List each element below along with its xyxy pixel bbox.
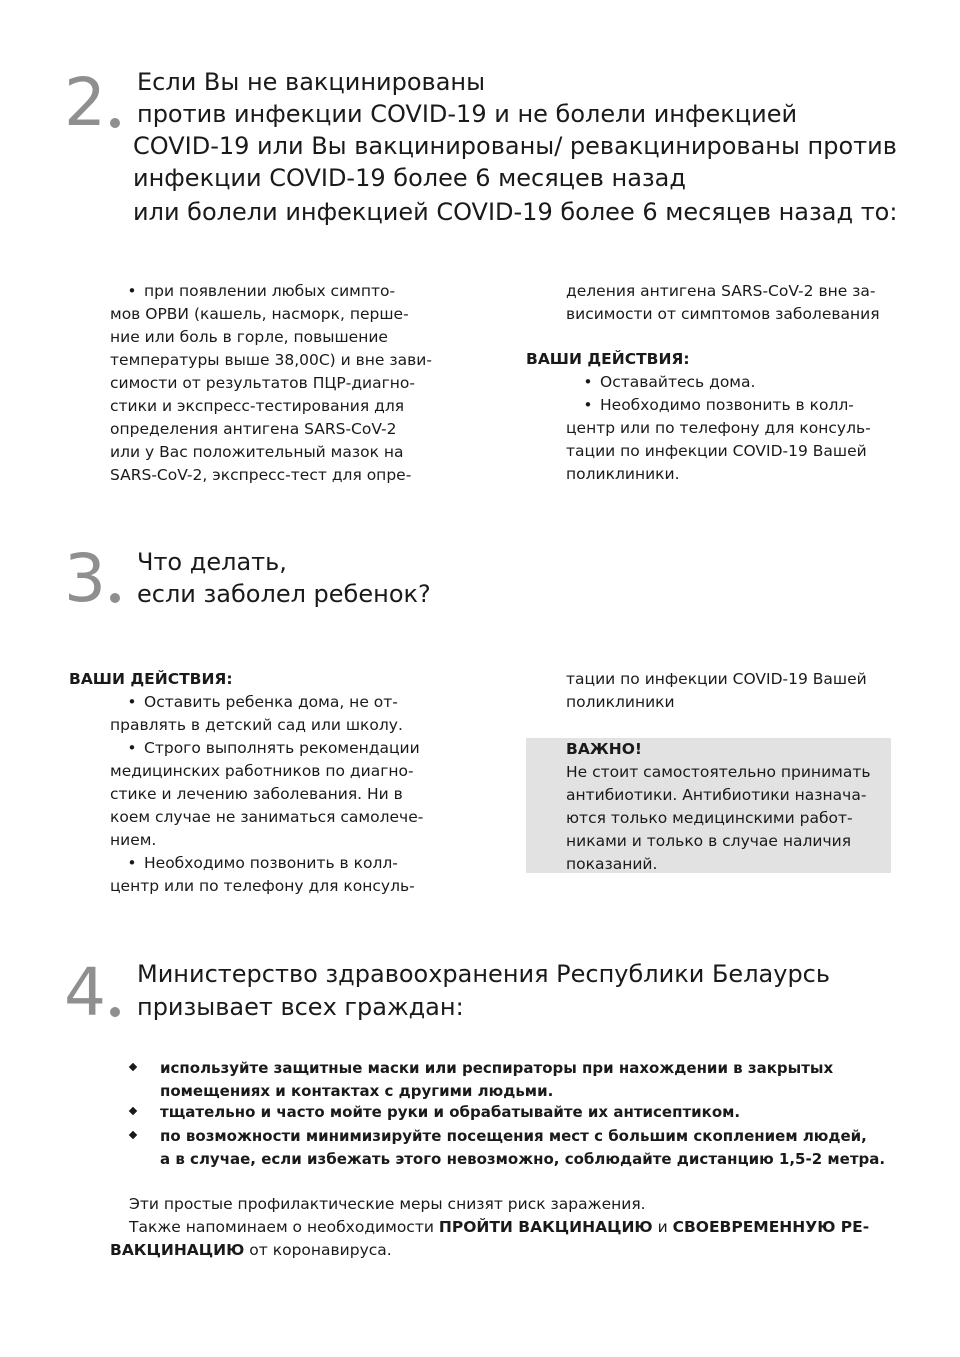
final-line-3-text: от коронавируса. <box>244 1241 392 1259</box>
bullet-icon: • <box>583 373 593 391</box>
section-3-left-line-8 <box>120 852 398 875</box>
section-2-left-line-3: ние или боль в горле, повышение <box>110 328 388 346</box>
section-3-left-line-7: нием. <box>110 831 157 849</box>
section-2-right-line-1: деления антигена SARS-CoV-2 вне за- <box>566 282 876 300</box>
section-2-heading-line-3: COVID-19 или Вы вакцинированы/ ревакцинированы против <box>133 132 897 160</box>
section-3-left-line-9: центр или по телефону для консуль- <box>110 877 415 895</box>
section-2-action-line-5: поликлиники. <box>566 465 680 483</box>
section-2-actions-title: ВАШИ ДЕЙСТВИЯ: <box>526 350 690 368</box>
section-2-left-line-2: мов ОРВИ (кашель, насморк, перше- <box>110 305 409 323</box>
section-2-heading-line-4: инфекции COVID-19 более 6 месяцев назад <box>133 164 686 192</box>
important-line-4: никами и только в случае наличия <box>566 832 852 850</box>
appeal-line-1: используйте защитные маски или респираторы при нахождении в закрытых <box>160 1059 834 1077</box>
vaccination-emphasis: ПРОЙТИ ВАКЦИНАЦИЮ <box>438 1218 653 1236</box>
section-2-number: 2 <box>64 64 106 141</box>
revaccination-emphasis-end: ВАКЦИНАЦИЮ <box>110 1241 245 1259</box>
section-3-left-line-1 <box>120 691 398 714</box>
section-4-heading-line-1: Министерство здравоохранения Республики Белаурсь <box>137 960 831 988</box>
section-2-heading-line-5: или болели инфекцией COVID-19 более 6 месяцев назад то: <box>133 198 898 226</box>
section-2-left-line-6: стики и экспресс-тестирования для <box>110 397 405 415</box>
section-2-dot <box>110 118 120 128</box>
section-4-number: 4 <box>64 954 106 1031</box>
final-line-1: Эти простые профилактические меры снизят риск заражения. <box>129 1195 646 1213</box>
section-3-left-text-1: Оставить ребенка дома, не от- <box>144 693 398 711</box>
important-line-2: антибиотики. Антибиотики назнача- <box>566 786 867 804</box>
section-2-action-1 <box>576 371 755 394</box>
section-3-heading-line-1: Что делать, <box>137 548 287 576</box>
final-line-2-text: Также напоминаем о необходимости <box>129 1218 439 1236</box>
appeal-line-4: по возможности минимизируйте посещения мест с большим скоплением людей, <box>160 1127 867 1145</box>
diamond-bullet-icon <box>129 1131 137 1139</box>
section-2-left-line-7: определения антигена SARS-CoV-2 <box>110 420 397 438</box>
section-3-left-line-5: стике и лечению заболевания. Ни в <box>110 785 403 803</box>
bullet-icon: • <box>127 739 137 757</box>
diamond-bullet-icon <box>129 1063 137 1071</box>
section-3-left-line-6: коем случае не заниматься самолече- <box>110 808 424 826</box>
section-2-action-2 <box>576 394 854 417</box>
section-2-left-line-5: симости от результатов ПЦР-диагно- <box>110 374 415 392</box>
section-2-action-text-1: Оставайтесь дома. <box>600 373 756 391</box>
section-3-dot <box>110 593 120 603</box>
revaccination-emphasis-start: СВОЕВРЕМЕННУЮ РЕ- <box>672 1218 870 1236</box>
bullet-icon: • <box>127 282 137 300</box>
bullet-icon: • <box>127 693 137 711</box>
section-2-left-line-9: SARS-CoV-2, экспресс-тест для опре- <box>110 466 412 484</box>
section-4-heading-line-2: призывает всех граждан: <box>137 993 464 1021</box>
section-2-left-text-1: при появлении любых симпто- <box>144 282 396 300</box>
section-3-left-text-3: Строго выполнять рекомендации <box>144 739 420 757</box>
important-line-3: ются только медицинскими работ- <box>566 809 853 827</box>
section-2-action-line-3: центр или по телефону для консуль- <box>566 419 871 437</box>
final-line-2-conjunction: и <box>652 1218 673 1236</box>
section-4-dot <box>110 1007 120 1017</box>
important-title: ВАЖНО! <box>566 740 643 758</box>
appeal-line-5: а в случае, если избежать этого невозможно, соблюдайте дистанцию 1,5-2 метра. <box>160 1150 886 1168</box>
bullet-icon: • <box>127 854 137 872</box>
section-2-heading-line-2: против инфекции COVID-19 и не болели инфекцией <box>137 100 798 128</box>
section-2-left-line-4: температуры выше 38,00С) и вне зави- <box>110 351 432 369</box>
section-2-right-line-2: висимости от симптомов заболевания <box>566 305 880 323</box>
important-line-5: показаний. <box>566 855 658 873</box>
important-line-1: Не стоит самостоятельно принимать <box>566 763 871 781</box>
section-3-left-line-4: медицинских работников по диагно- <box>110 762 414 780</box>
section-3-right-line-2: поликлиники <box>566 693 675 711</box>
diamond-bullet-icon <box>129 1107 137 1115</box>
section-3-number: 3 <box>64 540 106 617</box>
appeal-line-3: тщательно и часто мойте руки и обрабатывайте их антисептиком. <box>160 1103 741 1121</box>
section-3-left-text-8: Необходимо позвонить в колл- <box>144 854 398 872</box>
final-line-2 <box>129 1216 869 1239</box>
section-2-heading-line-1: Если Вы не вакцинированы <box>137 68 486 96</box>
section-2-left-line-8: или у Вас положительный мазок на <box>110 443 404 461</box>
section-3-left-line-2: правлять в детский сад или школу. <box>110 716 403 734</box>
appeal-line-2: помещениях и контактах с другими людьми. <box>160 1082 554 1100</box>
section-2-action-line-4: тации по инфекции COVID-19 Вашей <box>566 442 867 460</box>
section-3-left-line-3 <box>120 737 420 760</box>
section-2-action-text-2: Необходимо позвонить в колл- <box>600 396 854 414</box>
final-line-3 <box>110 1239 392 1262</box>
section-2-left-line-1 <box>120 280 395 303</box>
section-3-heading-line-2: если заболел ребенок? <box>137 580 431 608</box>
bullet-icon: • <box>583 396 593 414</box>
section-3-right-line-1: тации по инфекции COVID-19 Вашей <box>566 670 867 688</box>
section-3-actions-title: ВАШИ ДЕЙСТВИЯ: <box>69 670 233 688</box>
